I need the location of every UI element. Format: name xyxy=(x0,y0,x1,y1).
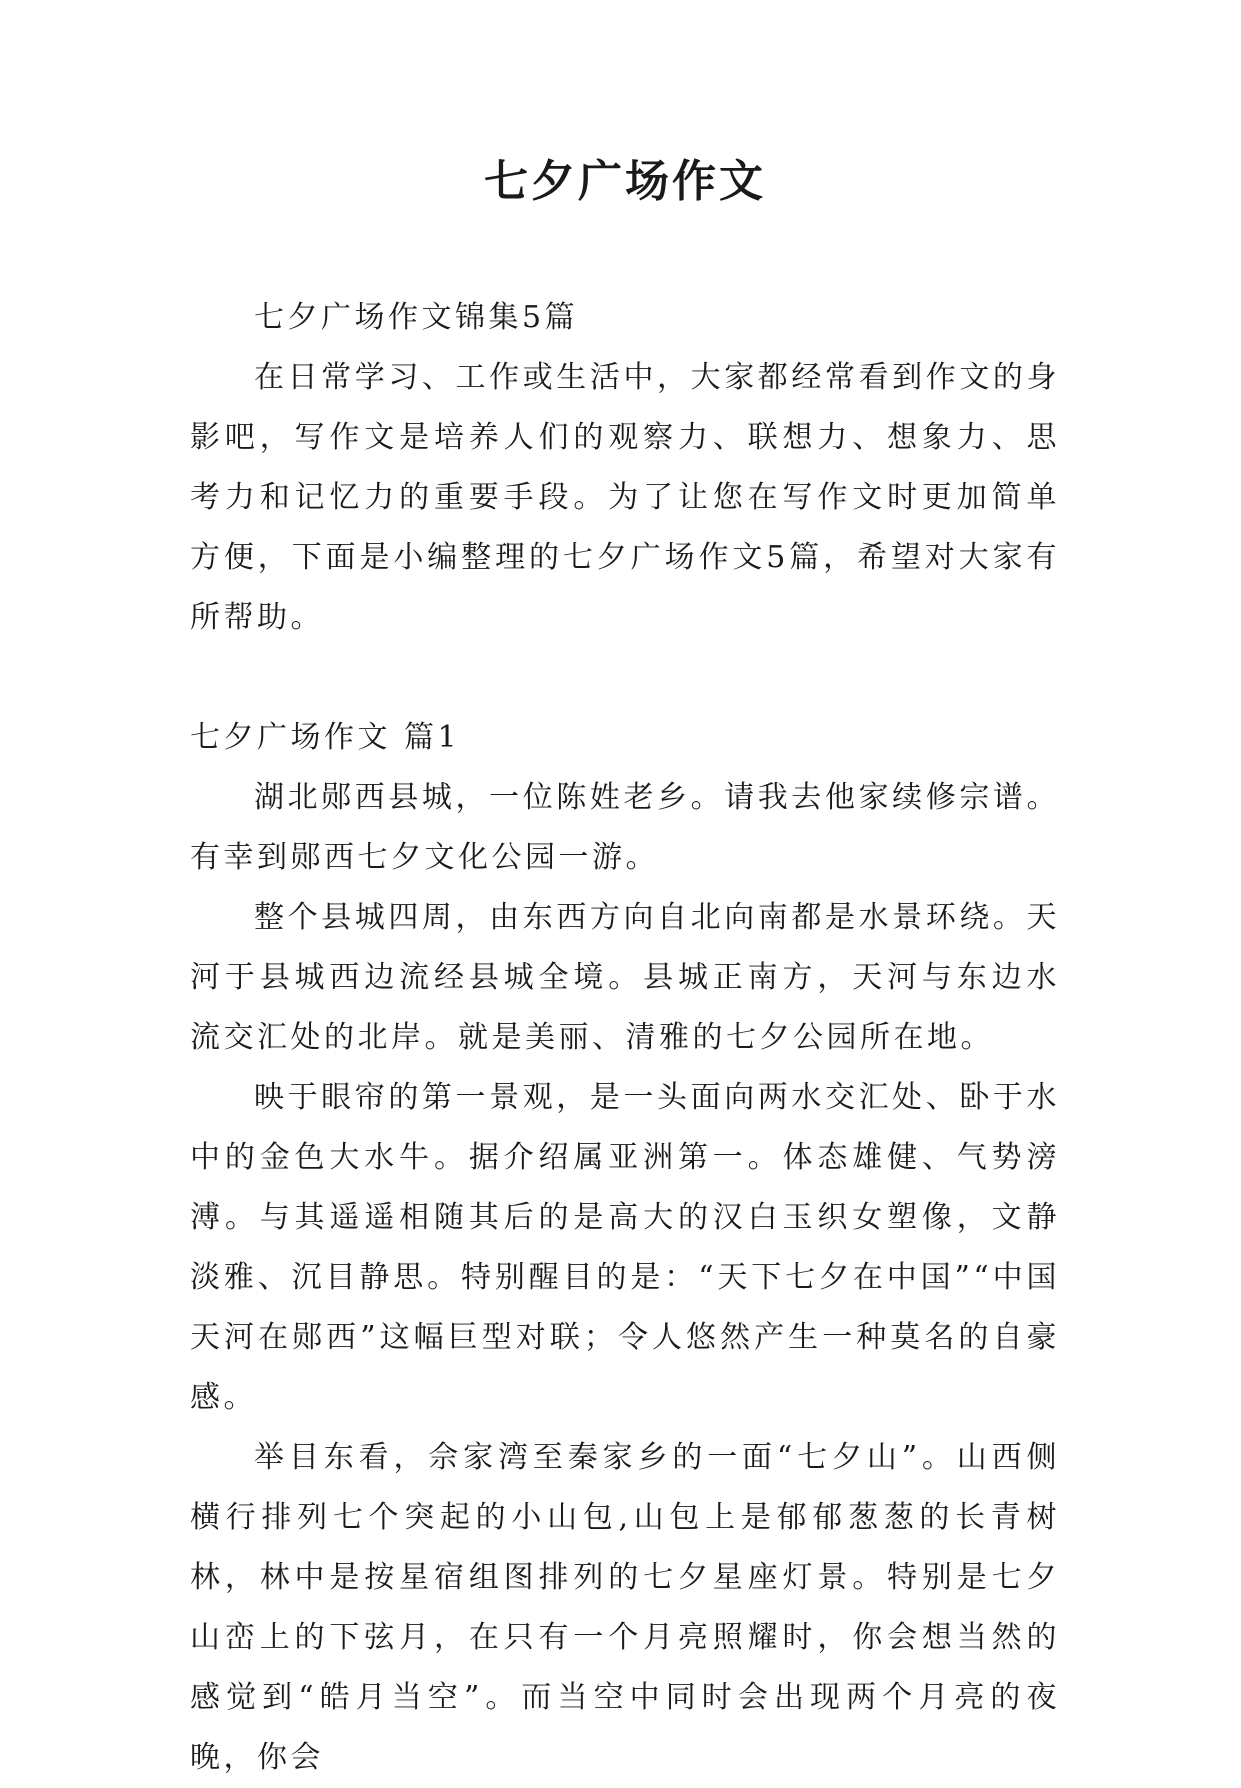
body-paragraph-4: 举目东看，佘家湾至秦家乡的一面“七夕山”。山西侧横行排列七个突起的小山包,山包上是郁郁葱葱的长青树林，林中是按星宿组图排列的七夕星座灯景。特别是七夕山峦上的下弦月，在只有一个月亮照耀时，你会想当然的感觉到“皓月当空”。而当空中同时会出现两个月亮的夜晚，你会 xyxy=(190,1440,1060,1775)
document-subtitle: 七夕广场作文锦集5篇 xyxy=(254,300,579,335)
document-page xyxy=(190,150,1060,1788)
section-heading: 七夕广场作文 篇1 xyxy=(190,720,461,755)
document-title: 七夕广场作文 xyxy=(484,156,766,207)
body-paragraph-3: 映于眼帘的第一景观，是一头面向两水交汇处、卧于水中的金色大水牛。据介绍属亚洲第一。体态雄健、气势滂溥。与其遥遥相随其后的是高大的汉白玉织女塑像，文静淡雅、沉目静思。特别醒目的是：“天下七夕在中国”“中国天河在郧西”这幅巨型对联；令人悠然产生一种莫名的自豪感。 xyxy=(190,1080,1060,1415)
body-paragraph-2: 整个县城四周，由东西方向自北向南都是水景环绕。天河于县城西边流经县城全境。县城正南方，天河与东边水流交汇处的北岸。就是美丽、清雅的七夕公园所在地。 xyxy=(190,900,1060,1055)
intro-paragraph: 在日常学习、工作或生活中，大家都经常看到作文的身影吧，写作文是培养人们的观察力、联想力、想象力、思考力和记忆力的重要手段。为了让您在写作文时更加简单方便，下面是小编整理的七夕广场作文5篇，希望对大家有所帮助。 xyxy=(190,360,1060,635)
body-paragraph-1: 湖北郧西县城，一位陈姓老乡。请我去他家续修宗谱。有幸到郧西七夕文化公园一游。 xyxy=(190,780,1060,875)
